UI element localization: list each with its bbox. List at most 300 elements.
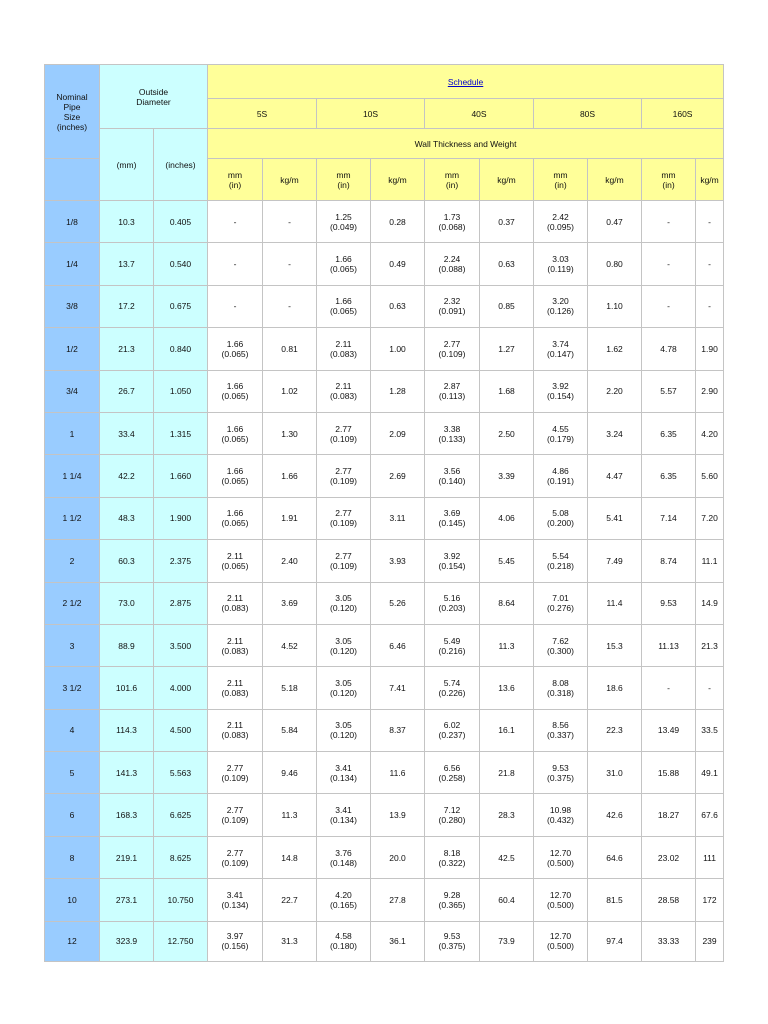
- thickness-mm-value: 2.77: [226, 805, 244, 816]
- nominal-size-cell: 10: [45, 879, 100, 921]
- od-mm-cell: 60.3: [100, 540, 154, 582]
- thickness-mm-value: 3.56: [443, 466, 461, 477]
- table-row: [45, 540, 724, 582]
- thickness-in-value: (0.109): [330, 476, 357, 487]
- thickness-in-value: (0.226): [438, 687, 466, 698]
- thickness-in-value: (0.065): [221, 476, 249, 487]
- wall-thickness-cell-10s: [317, 412, 371, 454]
- thickness-in-value: (0.237): [438, 730, 466, 741]
- weight-cell-80s: 2.20: [588, 370, 642, 412]
- thickness-mm-value: 2.32: [443, 296, 461, 307]
- thickness-in-value: (0.337): [547, 730, 574, 741]
- weight-cell-40s: 8.64: [480, 582, 534, 624]
- thickness-in-value: (0.109): [330, 433, 357, 444]
- thickness-mm-value: 1.66: [335, 296, 352, 307]
- weight-cell-80s: 64.6: [588, 836, 642, 878]
- thickness-mm-value: -: [667, 216, 670, 227]
- wall-thickness-cell-160s: [642, 412, 696, 454]
- weight-cell-10s: 3.93: [371, 540, 425, 582]
- od-inches-cell: 3.500: [154, 624, 208, 666]
- wall-thickness-cell-40s: [425, 921, 480, 961]
- wall-thickness-cell-80s: [534, 582, 588, 624]
- thickness-mm-value: 4.58: [335, 931, 352, 942]
- wall-thickness-cell-5s: [208, 624, 263, 666]
- wall-thickness-cell-10s: [317, 879, 371, 921]
- table-row: [45, 455, 724, 497]
- thickness-mm-value: -: [233, 259, 237, 270]
- weight-cell-10s: 7.41: [371, 667, 425, 709]
- weight-cell-40s: 60.4: [480, 879, 534, 921]
- od-inches-cell: 12.750: [154, 921, 208, 961]
- wall-thickness-cell-40s: [425, 455, 480, 497]
- schedule-5s-header: 5S: [208, 99, 317, 129]
- thickness-in-value: (0.180): [330, 941, 357, 952]
- thickness-mm-value: 2.87: [443, 381, 461, 392]
- thickness-mm-value: 28.58: [657, 894, 680, 905]
- wall-thickness-cell-40s: [425, 497, 480, 539]
- thickness-mm-value: 15.88: [657, 767, 680, 778]
- od-inches-cell: 10.750: [154, 879, 208, 921]
- wall-thickness-cell-5s: [208, 709, 263, 751]
- wall-thickness-cell-160s: [642, 752, 696, 794]
- wall-thickness-cell-10s: [317, 794, 371, 836]
- od-inches-cell: 0.675: [154, 285, 208, 327]
- wall-thickness-cell-160s: [642, 540, 696, 582]
- thickness-in-value: (0.083): [221, 645, 249, 656]
- weight-cell-80s: 0.47: [588, 201, 642, 243]
- thickness-in-value: (0.109): [221, 772, 249, 783]
- wall-thickness-cell-10s: [317, 285, 371, 327]
- thickness-in-value: (0.191): [547, 476, 574, 487]
- thickness-unit-in: (in): [228, 179, 242, 190]
- weight-cell-10s: 27.8: [371, 879, 425, 921]
- thickness-mm-value: 2.11: [227, 550, 243, 561]
- wall-thickness-cell-160s: [642, 667, 696, 709]
- od-inches-cell: 4.500: [154, 709, 208, 751]
- weight-cell-40s: 13.6: [480, 667, 534, 709]
- thickness-mm-value: 4.78: [660, 343, 677, 354]
- thickness-mm-value: 3.05: [335, 677, 352, 688]
- thickness-mm-value: 9.53: [443, 931, 461, 942]
- weight-cell-10s: 1.00: [371, 328, 425, 370]
- thickness-in-value: (0.276): [547, 603, 574, 614]
- thickness-mm-value: -: [667, 682, 670, 693]
- nominal-size-cell: 1: [45, 412, 100, 454]
- thickness-mm-value: 9.28: [443, 889, 461, 900]
- od-mm-cell: 168.3: [100, 794, 154, 836]
- thickness-in-value: (0.095): [547, 221, 574, 232]
- weight-cell-5s: 4.52: [263, 624, 317, 666]
- thickness-mm-value: 2.77: [335, 508, 352, 519]
- wall-thickness-cell-80s: [534, 752, 588, 794]
- thickness-mm-value: 6.02: [443, 720, 461, 731]
- thickness-mm-value: 33.33: [657, 936, 680, 947]
- wall-thickness-cell-5s: [208, 921, 263, 961]
- wall-thickness-cell-10s: [317, 582, 371, 624]
- thickness-in-value: (0.203): [438, 603, 466, 614]
- outside-diameter-line: Outside: [138, 86, 169, 97]
- thickness-mm-value: 2.77: [226, 847, 244, 858]
- weight-cell-10s: 6.46: [371, 624, 425, 666]
- thickness-mm-value: 5.08: [552, 508, 569, 519]
- nominal-size-cell: 3 1/2: [45, 667, 100, 709]
- thickness-mm-value: 10.98: [549, 805, 572, 816]
- wall-thickness-cell-10s: [317, 667, 371, 709]
- weight-cell-80s: 97.4: [588, 921, 642, 961]
- nominal-size-cell: 1/2: [45, 328, 100, 370]
- wall-thickness-cell-5s: [208, 370, 263, 412]
- weight-cell-80s: 81.5: [588, 879, 642, 921]
- wall-thickness-cell-10s: [317, 497, 371, 539]
- od-mm-cell: 42.2: [100, 455, 154, 497]
- thickness-in-value: (0.134): [330, 772, 357, 783]
- thickness-in-value: (0.365): [438, 899, 466, 910]
- nominal-spacer-cell: [45, 159, 100, 201]
- od-mm-cell: 88.9: [100, 624, 154, 666]
- thickness-in-value: (0.109): [330, 518, 357, 529]
- thickness-mm-value: 6.56: [443, 762, 461, 773]
- wall-thickness-cell-80s: [534, 370, 588, 412]
- weight-cell-5s: 2.40: [263, 540, 317, 582]
- weight-cell-160s: 239: [696, 921, 724, 961]
- weight-cell-160s: 111: [696, 836, 724, 878]
- weight-cell-160s: -: [696, 667, 724, 709]
- thickness-unit-mm: mm: [227, 169, 243, 180]
- wall-thickness-cell-40s: [425, 328, 480, 370]
- nominal-size-cell: 1 1/2: [45, 497, 100, 539]
- thickness-in-value: (0.318): [547, 687, 574, 698]
- nominal-size-cell: 12: [45, 921, 100, 961]
- thickness-in-value: (0.065): [330, 264, 357, 275]
- thickness-mm-value: 1.66: [226, 508, 244, 519]
- thickness-in-value: (0.120): [330, 645, 357, 656]
- wall-thickness-cell-10s: [317, 540, 371, 582]
- thickness-in-value: (0.120): [330, 603, 357, 614]
- weight-cell-40s: 21.8: [480, 752, 534, 794]
- weight-cell-80s: 5.41: [588, 497, 642, 539]
- wall-thickness-cell-80s: [534, 455, 588, 497]
- weight-cell-5s: 31.3: [263, 921, 317, 961]
- thickness-in-value: (0.280): [438, 815, 466, 826]
- wall-thickness-cell-40s: [425, 794, 480, 836]
- od-inches-cell: 5.563: [154, 752, 208, 794]
- thickness-mm-value: 9.53: [552, 762, 569, 773]
- wall-thickness-cell-40s: [425, 752, 480, 794]
- weight-cell-80s: 31.0: [588, 752, 642, 794]
- weight-cell-10s: 2.69: [371, 455, 425, 497]
- weight-cell-10s: 5.26: [371, 582, 425, 624]
- wall-thickness-cell-5s: [208, 455, 263, 497]
- weight-cell-160s: 2.90: [696, 370, 724, 412]
- thickness-in-value: (0.200): [547, 518, 574, 529]
- wall-thickness-cell-10s: [317, 243, 371, 285]
- table-row: [45, 412, 724, 454]
- thickness-in-value: (0.216): [438, 645, 466, 656]
- nominal-size-header: [45, 65, 100, 159]
- table-row: [45, 624, 724, 666]
- od-inches-cell: 0.840: [154, 328, 208, 370]
- weight-unit-header-160s: kg/m: [696, 159, 724, 201]
- weight-cell-40s: 1.27: [480, 328, 534, 370]
- thickness-in-value: (0.065): [221, 518, 249, 529]
- thickness-in-value: (0.065): [221, 391, 249, 402]
- thickness-unit-header-80s: [534, 159, 588, 201]
- thickness-in-value: (0.120): [330, 687, 357, 698]
- thickness-mm-value: 6.35: [660, 471, 677, 482]
- nominal-size-cell: 2: [45, 540, 100, 582]
- table-row: [45, 879, 724, 921]
- wall-thickness-cell-160s: [642, 455, 696, 497]
- weight-cell-5s: 1.66: [263, 455, 317, 497]
- od-inches-cell: 1.315: [154, 412, 208, 454]
- weight-cell-160s: 172: [696, 879, 724, 921]
- thickness-mm-value: 7.01: [552, 593, 569, 604]
- weight-cell-5s: 1.91: [263, 497, 317, 539]
- nominal-size-cell: 1/8: [45, 201, 100, 243]
- weight-cell-160s: 4.20: [696, 412, 724, 454]
- thickness-unit-mm: mm: [661, 169, 676, 180]
- wall-thickness-cell-5s: [208, 582, 263, 624]
- od-mm-cell: 17.2: [100, 285, 154, 327]
- weight-cell-160s: -: [696, 243, 724, 285]
- nominal-size-cell: 1/4: [45, 243, 100, 285]
- weight-cell-160s: -: [696, 285, 724, 327]
- wall-thickness-cell-40s: [425, 285, 480, 327]
- thickness-in-value: (0.156): [221, 941, 249, 952]
- thickness-mm-value: 7.14: [660, 513, 677, 524]
- weight-cell-40s: 0.37: [480, 201, 534, 243]
- weight-cell-10s: 0.28: [371, 201, 425, 243]
- thickness-mm-value: 5.16: [443, 593, 461, 604]
- weight-cell-5s: 9.46: [263, 752, 317, 794]
- od-inches-cell: 1.660: [154, 455, 208, 497]
- thickness-in-value: (0.109): [221, 857, 249, 868]
- od-mm-cell: 26.7: [100, 370, 154, 412]
- wall-thickness-cell-40s: [425, 540, 480, 582]
- thickness-in-value: (0.088): [438, 264, 466, 275]
- weight-cell-10s: 2.09: [371, 412, 425, 454]
- thickness-in-value: (0.432): [547, 815, 574, 826]
- thickness-mm-value: 11.13: [658, 640, 679, 651]
- wall-thickness-cell-10s: [317, 709, 371, 751]
- thickness-mm-value: 2.11: [335, 338, 352, 349]
- weight-cell-80s: 22.3: [588, 709, 642, 751]
- thickness-unit-header-10s: [317, 159, 371, 201]
- od-inches-cell: 2.375: [154, 540, 208, 582]
- weight-cell-160s: 5.60: [696, 455, 724, 497]
- weight-cell-160s: 11.1: [696, 540, 724, 582]
- thickness-mm-value: 4.86: [552, 466, 569, 477]
- wall-thickness-cell-80s: [534, 497, 588, 539]
- od-mm-cell: 10.3: [100, 201, 154, 243]
- weight-cell-40s: 4.06: [480, 497, 534, 539]
- thickness-in-value: (0.083): [221, 730, 249, 741]
- thickness-in-value: (0.083): [221, 687, 249, 698]
- wall-thickness-cell-5s: [208, 540, 263, 582]
- wall-thickness-cell-5s: [208, 328, 263, 370]
- wall-thickness-cell-5s: [208, 497, 263, 539]
- weight-cell-5s: -: [263, 243, 317, 285]
- nominal-size-cell: 1 1/4: [45, 455, 100, 497]
- thickness-mm-value: 1.66: [226, 423, 244, 434]
- thickness-mm-value: 1.66: [335, 254, 352, 265]
- wall-thickness-cell-160s: [642, 879, 696, 921]
- od-inches-cell: 0.405: [154, 201, 208, 243]
- od-inches-cell: 1.900: [154, 497, 208, 539]
- thickness-mm-value: 2.11: [227, 593, 243, 604]
- weight-cell-80s: 0.80: [588, 243, 642, 285]
- weight-cell-40s: 0.63: [480, 243, 534, 285]
- thickness-mm-value: 3.03: [552, 254, 569, 265]
- wall-thickness-cell-10s: [317, 201, 371, 243]
- wall-thickness-cell-5s: [208, 879, 263, 921]
- schedule-link[interactable]: Schedule: [447, 76, 484, 87]
- weight-cell-5s: 14.8: [263, 836, 317, 878]
- thickness-mm-value: 3.92: [443, 550, 461, 561]
- thickness-in-value: (0.134): [330, 815, 357, 826]
- thickness-mm-value: 3.38: [443, 423, 461, 434]
- wall-thickness-cell-40s: [425, 370, 480, 412]
- schedule-80s-header: 80S: [534, 99, 642, 129]
- weight-cell-40s: 28.3: [480, 794, 534, 836]
- thickness-mm-value: 2.42: [552, 211, 569, 222]
- thickness-in-value: (0.119): [547, 264, 574, 275]
- thickness-mm-value: 7.12: [443, 805, 461, 816]
- thickness-unit-in: (in): [337, 179, 350, 190]
- wall-thickness-cell-160s: [642, 836, 696, 878]
- thickness-mm-value: 13.49: [657, 725, 680, 736]
- table-row: [45, 709, 724, 751]
- wall-thickness-cell-80s: [534, 667, 588, 709]
- thickness-mm-value: 3.41: [335, 805, 352, 816]
- wall-thickness-cell-80s: [534, 285, 588, 327]
- thickness-mm-value: 3.05: [335, 635, 352, 646]
- wall-thickness-cell-80s: [534, 540, 588, 582]
- wall-thickness-cell-80s: [534, 328, 588, 370]
- schedule-40s-header: 40S: [425, 99, 534, 129]
- thickness-mm-value: 1.73: [443, 211, 461, 222]
- thickness-in-value: (0.165): [330, 899, 357, 910]
- weight-cell-160s: 49.1: [696, 752, 724, 794]
- thickness-unit-in: (in): [554, 179, 567, 190]
- weight-cell-10s: 13.9: [371, 794, 425, 836]
- nominal-size-cell: 3/4: [45, 370, 100, 412]
- thickness-in-value: (0.500): [547, 941, 574, 952]
- thickness-mm-value: 1.66: [226, 381, 244, 392]
- thickness-mm-value: 2.77: [335, 466, 352, 477]
- thickness-in-value: (0.375): [547, 772, 574, 783]
- thickness-mm-value: 12.70: [549, 931, 572, 942]
- thickness-in-value: (0.120): [330, 730, 357, 741]
- weight-cell-160s: 33.5: [696, 709, 724, 751]
- thickness-in-value: (0.109): [330, 560, 357, 571]
- wall-thickness-cell-40s: [425, 201, 480, 243]
- od-inches-cell: 1.050: [154, 370, 208, 412]
- wall-thickness-cell-160s: [642, 709, 696, 751]
- wall-thickness-weight-header: Wall Thickness and Weight: [208, 129, 724, 159]
- table-row: [45, 921, 724, 961]
- wall-thickness-cell-40s: [425, 879, 480, 921]
- weight-cell-160s: 14.9: [696, 582, 724, 624]
- wall-thickness-cell-40s: [425, 667, 480, 709]
- od-mm-cell: 141.3: [100, 752, 154, 794]
- weight-cell-5s: 5.18: [263, 667, 317, 709]
- wall-thickness-cell-10s: [317, 624, 371, 666]
- thickness-in-value: (0.091): [438, 306, 466, 317]
- thickness-in-value: (0.258): [438, 772, 466, 783]
- thickness-mm-value: 6.35: [660, 428, 677, 439]
- pipe-schedule-table: [44, 64, 724, 962]
- weight-cell-5s: 0.81: [263, 328, 317, 370]
- thickness-in-value: (0.083): [330, 348, 357, 359]
- thickness-mm-value: 1.66: [226, 338, 244, 349]
- thickness-mm-value: 2.11: [227, 635, 243, 646]
- thickness-mm-value: 1.66: [226, 466, 244, 477]
- thickness-in-value: (0.113): [438, 391, 466, 402]
- wall-thickness-cell-160s: [642, 497, 696, 539]
- nominal-size-cell: 4: [45, 709, 100, 751]
- od-mm-cell: 219.1: [100, 836, 154, 878]
- thickness-in-value: (0.500): [547, 899, 574, 910]
- thickness-mm-value: 7.62: [552, 635, 569, 646]
- nominal-size-cell: 2 1/2: [45, 582, 100, 624]
- thickness-mm-value: 3.74: [552, 338, 569, 349]
- thickness-mm-value: 8.74: [660, 555, 677, 566]
- wall-thickness-cell-5s: [208, 201, 263, 243]
- wall-thickness-cell-5s: [208, 412, 263, 454]
- wall-thickness-cell-10s: [317, 370, 371, 412]
- wall-thickness-cell-160s: [642, 201, 696, 243]
- wall-thickness-cell-40s: [425, 243, 480, 285]
- weight-cell-80s: 3.24: [588, 412, 642, 454]
- thickness-mm-value: 5.74: [443, 677, 461, 688]
- weight-cell-5s: -: [263, 201, 317, 243]
- thickness-in-value: (0.083): [221, 603, 249, 614]
- thickness-in-value: (0.147): [547, 348, 574, 359]
- thickness-mm-value: 3.69: [443, 508, 461, 519]
- od-inches-header: (inches): [154, 129, 208, 201]
- wall-thickness-cell-40s: [425, 709, 480, 751]
- thickness-mm-value: 3.41: [226, 889, 244, 900]
- weight-cell-40s: 5.45: [480, 540, 534, 582]
- thickness-in-value: (0.133): [438, 433, 466, 444]
- weight-cell-40s: 2.50: [480, 412, 534, 454]
- weight-cell-40s: 16.1: [480, 709, 534, 751]
- wall-thickness-cell-5s: [208, 836, 263, 878]
- thickness-mm-value: 2.24: [443, 254, 461, 265]
- weight-cell-160s: 7.20: [696, 497, 724, 539]
- wall-thickness-cell-10s: [317, 752, 371, 794]
- thickness-mm-value: 3.92: [552, 381, 569, 392]
- nominal-size-cell: 3: [45, 624, 100, 666]
- thickness-mm-value: 18.27: [657, 810, 680, 821]
- wall-thickness-cell-80s: [534, 836, 588, 878]
- weight-cell-80s: 15.3: [588, 624, 642, 666]
- thickness-in-value: (0.145): [438, 518, 466, 529]
- od-mm-cell: 273.1: [100, 879, 154, 921]
- weight-cell-40s: 0.85: [480, 285, 534, 327]
- thickness-mm-value: 3.05: [335, 593, 352, 604]
- od-mm-cell: 21.3: [100, 328, 154, 370]
- table-row: [45, 582, 724, 624]
- nominal-header-line: Nominal: [56, 91, 88, 102]
- weight-cell-160s: 21.3: [696, 624, 724, 666]
- nominal-header-line: (inches): [56, 121, 88, 132]
- table-row: [45, 836, 724, 878]
- wall-thickness-cell-80s: [534, 243, 588, 285]
- weight-cell-160s: -: [696, 201, 724, 243]
- thickness-mm-value: 4.55: [552, 423, 569, 434]
